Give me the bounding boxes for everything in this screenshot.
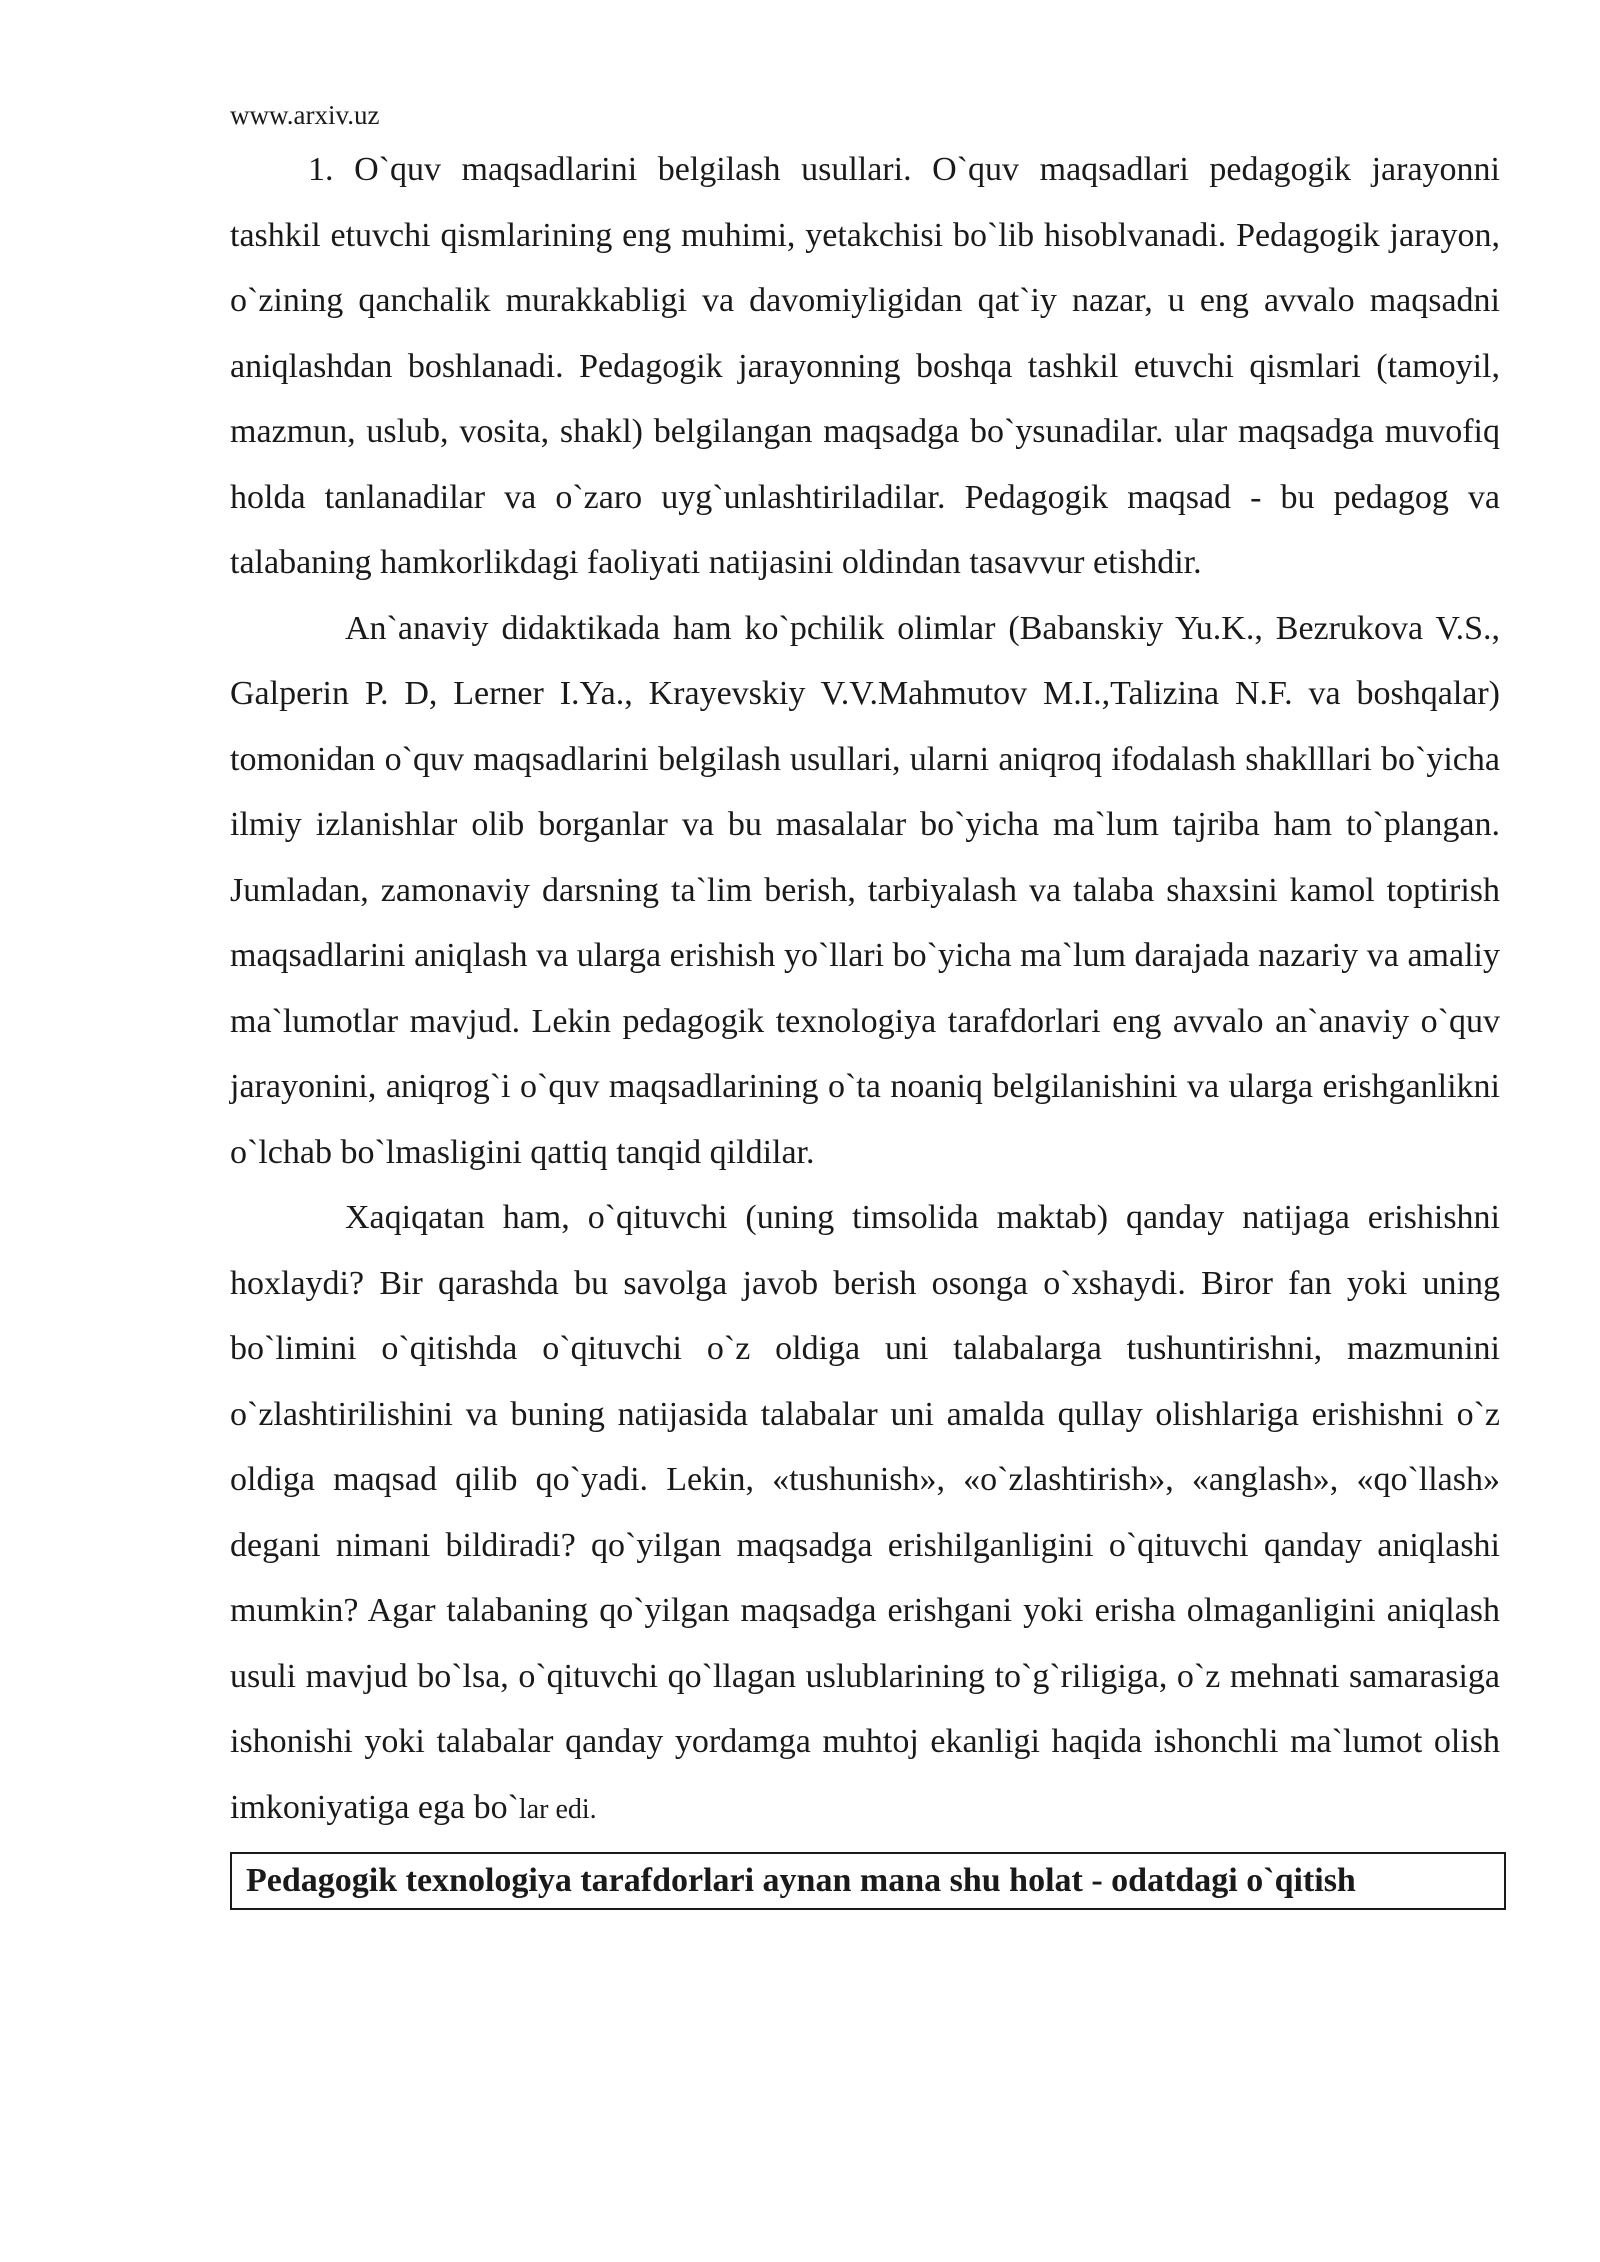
document-page — [230, 95, 1500, 1910]
paragraph-1: 1. O`quv maqsadlarini belgilash usullari. O`quv maqsadlari pedagogik jarayonni tashkil etuvchi qismlarining eng muhimi, yetakchisi bo`lib hisoblvanadi. Pedagogik jarayon, o`zining qanchalik murakkabligi va davomiyligidan qat`iy nazar, u eng avvalo maqsadni aniqlashdan boshlanadi. Pedagogik jarayonning boshqa tashkil etuvchi qismlari (tamoyil, mazmun, uslub, vosita, shakl) belgilangan maqsadga bo`ysunadilar. ular maqsadga muvofiq holda tanlanadilar va o`zaro uyg`unlashtiriladilar. Pedagogik maqsad - bu pedagog va talabaning hamkorlikdagi faoliyati natijasini oldindan tasavvur etishdir. — [230, 151, 1500, 581]
paragraph-2: An`anaviy didaktikada ham ko`pchilik olimlar (Babanskiy Yu.K., Bezrukova V.S., Galperin P. D, Lerner I.Ya., Krayevskiy V.V.Mahmutov M.I.,Talizina N.F. va boshqalar) tomonidan o`quv maqsadlarini belgilash usullari, ularni aniqroq ifodalash shaklllari bo`yicha ilmiy izlanishlar olib borganlar va bu masalalar bo`yicha ma`lum tajriba ham to`plangan. Jumladan, zamonaviy darsning ta`lim berish, tarbiyalash va talaba shaxsini kamol toptirish maqsadlarini aniqlash va ularga erishish yo`llari bo`yicha ma`lum darajada nazariy va amaliy ma`lumotlar mavjud. Lekin pedagogik texnologiya tarafdorlari eng avvalo an`anaviy o`quv jarayonini, aniqrog`i o`quv maqsadlarining o`ta noaniq belgilanishini va ularga erishganlikni o`lchab bo`lmasligini qattiq tanqid qildilar. — [230, 609, 1500, 1171]
paragraph-3-tail: lar edi. — [518, 1793, 597, 1825]
paragraph-3-text: Xaqiqatan ham, o`qituvchi (uning timsolida maktab) qanday natijaga erishishni hoxlaydi? Bir qarashda bu savolga javob berish osonga o`xshaydi. Biror fan yoki uning bo`limini o`qitishda o`qituvchi o`z oldiga uni talabalarga tushuntirishni, mazmunini o`zlashtirilishini va buning natijasida talabalar uni amalda qullay olishlariga erishishni o`z oldiga maqsad qilib qo`yadi. Lekin, «tushunish», «o`zlashtirish», «anglash», «qo`llash» degani nimani bildiradi? qo`yilgan maqsadga erishilganligini o`qituvchi qanday aniqlashi mumkin? Agar talabaning qo`yilgan maqsadga erishgani yoki erisha olmaganligini aniqlash usuli mavjud bo`lsa, o`qituvchi qo`llagan uslublarining to`g`riligiga, o`z mehnati samarasiga ishonishi yoki talabalar qanday yordamga muhtoj ekanligi haqida ishonchli ma`lumot olish imkoniyatiga ega bo` — [230, 1199, 1500, 1826]
paragraph-3 — [230, 1185, 1500, 1842]
header-url: www.arxiv.uz — [230, 100, 380, 130]
boxed-heading: Pedagogik texnologiya tarafdorlari aynan mana shu holat - odatdagi o`qitish — [230, 1852, 1506, 1910]
